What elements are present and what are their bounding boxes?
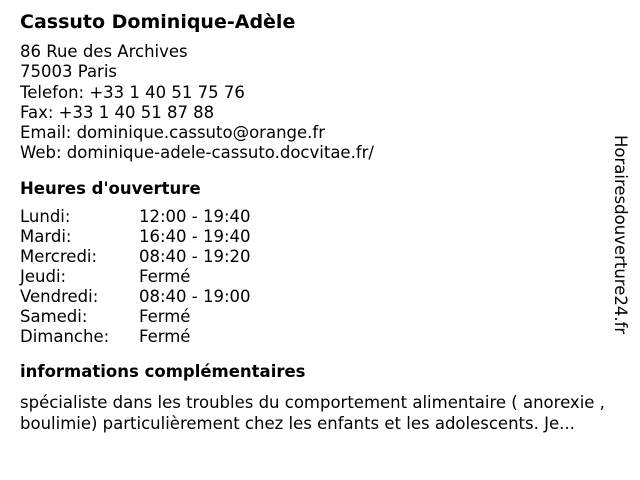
hours-time: 16:40 - 19:40 [139, 226, 251, 246]
hours-row-friday [20, 287, 610, 307]
hours-day: Vendredi: [20, 286, 99, 306]
hours-row-tuesday [20, 227, 610, 247]
hours-time: 12:00 - 19:40 [139, 206, 251, 226]
hours-time: 08:40 - 19:20 [139, 246, 251, 266]
hours-time: 08:40 - 19:00 [139, 286, 251, 306]
page-title: Cassuto Dominique-Adèle [20, 11, 296, 33]
hours-row-monday [20, 207, 610, 227]
hours-table [20, 207, 610, 347]
phone-line: Telefon: +33 1 40 51 75 76 [20, 82, 245, 102]
hours-row-sunday [20, 327, 610, 347]
info-heading: informations complémentaires [20, 361, 306, 381]
hours-day: Mercredi: [20, 246, 98, 266]
hours-row-wednesday [20, 247, 610, 267]
hours-time: Fermé [139, 326, 191, 346]
address-city: 75003 Paris [20, 62, 118, 82]
hours-day: Dimanche: [20, 326, 110, 346]
hours-time: Fermé [139, 306, 191, 326]
hours-heading: Heures d'ouverture [20, 178, 201, 198]
hours-time: Fermé [139, 266, 191, 286]
address-street: 86 Rue des Archives [20, 42, 188, 61]
contact-block [20, 42, 610, 164]
hours-day: Samedi: [20, 306, 88, 326]
listing-card [20, 10, 610, 435]
fax-line: Fax: +33 1 40 51 87 88 [20, 102, 215, 122]
web-line: Web: dominique-adele-cassuto.docvitae.fr/ [20, 143, 374, 163]
hours-day: Mardi: [20, 226, 72, 246]
hours-day: Jeudi: [20, 266, 67, 286]
hours-day: Lundi: [20, 206, 71, 226]
info-description: spécialiste dans les troubles du comportement alimentaire ( anorexie , boulimie) particulièrement chez les enfants et les adolescents. Je... [20, 392, 605, 434]
site-watermark: Horairesdouverture24.fr [611, 135, 630, 335]
email-line: Email: dominique.cassuto@orange.fr [20, 123, 325, 143]
hours-row-thursday [20, 267, 610, 287]
hours-row-saturday [20, 307, 610, 327]
